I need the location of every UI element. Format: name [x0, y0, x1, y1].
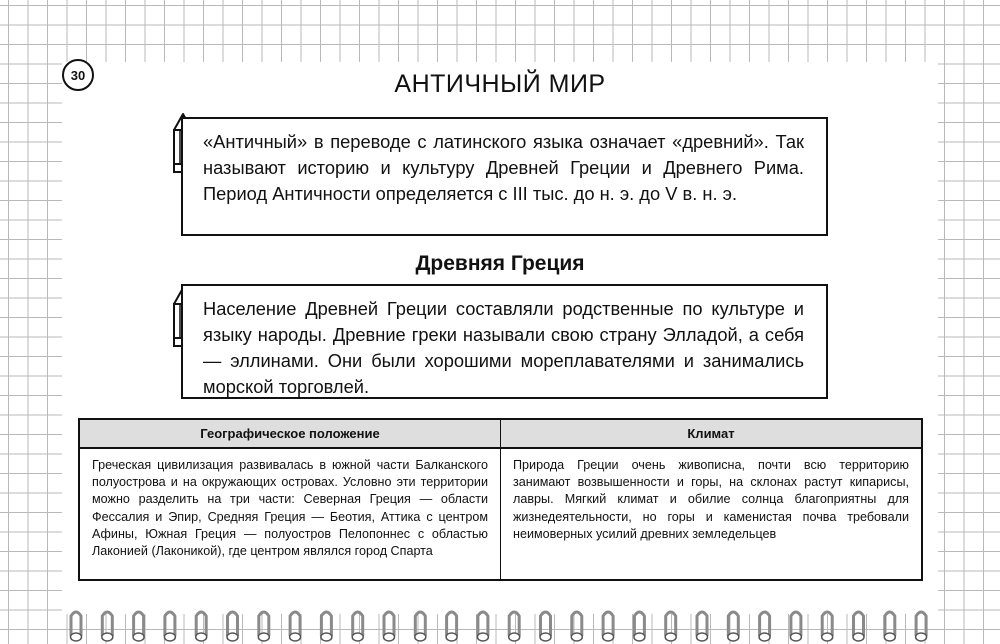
spiral-ring-icon — [384, 612, 395, 641]
spiral-ring-icon — [790, 612, 801, 641]
spiral-ring-icon — [853, 612, 864, 641]
spiral-ring-icon — [290, 612, 301, 641]
spiral-ring-icon — [540, 612, 551, 641]
spiral-ring-icon — [258, 612, 269, 641]
spiral-ring-icon — [697, 612, 708, 641]
page-title: АНТИЧНЫЙ МИР — [394, 70, 606, 98]
table-cell-climate: Природа Греции очень живописна, почти всю территорию занимают возвышенности и горы, на склонах растут кипарисы, лавры. Мягкий климат и обилие солнца благоприятны для жизнедеятельности, но горы и каменистая почва требовали неимоверных усилий древних земледельцев — [501, 448, 923, 580]
spiral-binding — [0, 606, 1000, 644]
spiral-ring-icon — [133, 612, 144, 641]
spiral-ring-icon — [321, 612, 332, 641]
table-header-climate: Климат — [501, 419, 923, 448]
intro-note-text: «Античный» в переводе с латинского языка означает «древний». Так называют историю и культуру Древней Греции и Древнего Рима. Период Античности определяется с III тыс. до н. э. до V в. н. э. — [203, 131, 804, 204]
info-table — [78, 418, 923, 581]
spiral-ring-icon — [571, 612, 582, 641]
spiral-ring-icon — [728, 612, 739, 641]
spiral-ring-icon — [196, 612, 207, 641]
table-row — [79, 448, 922, 580]
page-number: 30 — [62, 59, 94, 91]
table-header-geography: Географическое положение — [79, 419, 501, 448]
table-header-row — [79, 419, 922, 448]
spiral-ring-icon — [164, 612, 175, 641]
spiral-ring-icon — [415, 612, 426, 641]
spiral-ring-icon — [822, 612, 833, 641]
spiral-ring-icon — [665, 612, 676, 641]
spiral-ring-icon — [759, 612, 770, 641]
spiral-ring-icon — [916, 612, 927, 641]
spiral-ring-icon — [634, 612, 645, 641]
spiral-ring-icon — [884, 612, 895, 641]
spiral-ring-icon — [477, 612, 488, 641]
spiral-ring-icon — [603, 612, 614, 641]
spiral-ring-icon — [352, 612, 363, 641]
spiral-ring-icon — [102, 612, 113, 641]
spiral-ring-icon — [71, 612, 82, 641]
table-cell-geography: Греческая цивилизация развивалась в южной части Балканского полуострова и на окружающих островах. Условно эти территории можно разделить на три части: Северная Греция — области Фессалия и Эпир, Средняя Греция — Беотия, Аттика с центром Афины, Южная Греция — полуостров Пелопоннес с областью Лаконией (Лаконикой), где центром являлся город Спарта — [79, 448, 501, 580]
greece-note-text: Население Древней Греции составляли родственные по культуре и языку народы. Древние греки называли свою страну Элладой, а себя — эллинами. Они были хорошими мореплавателями и занимались морской торговлей. — [203, 298, 804, 397]
spiral-ring-icon — [446, 612, 457, 641]
spiral-ring-icon — [227, 612, 238, 641]
greece-note-box — [181, 284, 828, 399]
spiral-ring-icon — [509, 612, 520, 641]
intro-note-box — [181, 117, 828, 236]
section-title: Древняя Греция — [415, 252, 585, 275]
